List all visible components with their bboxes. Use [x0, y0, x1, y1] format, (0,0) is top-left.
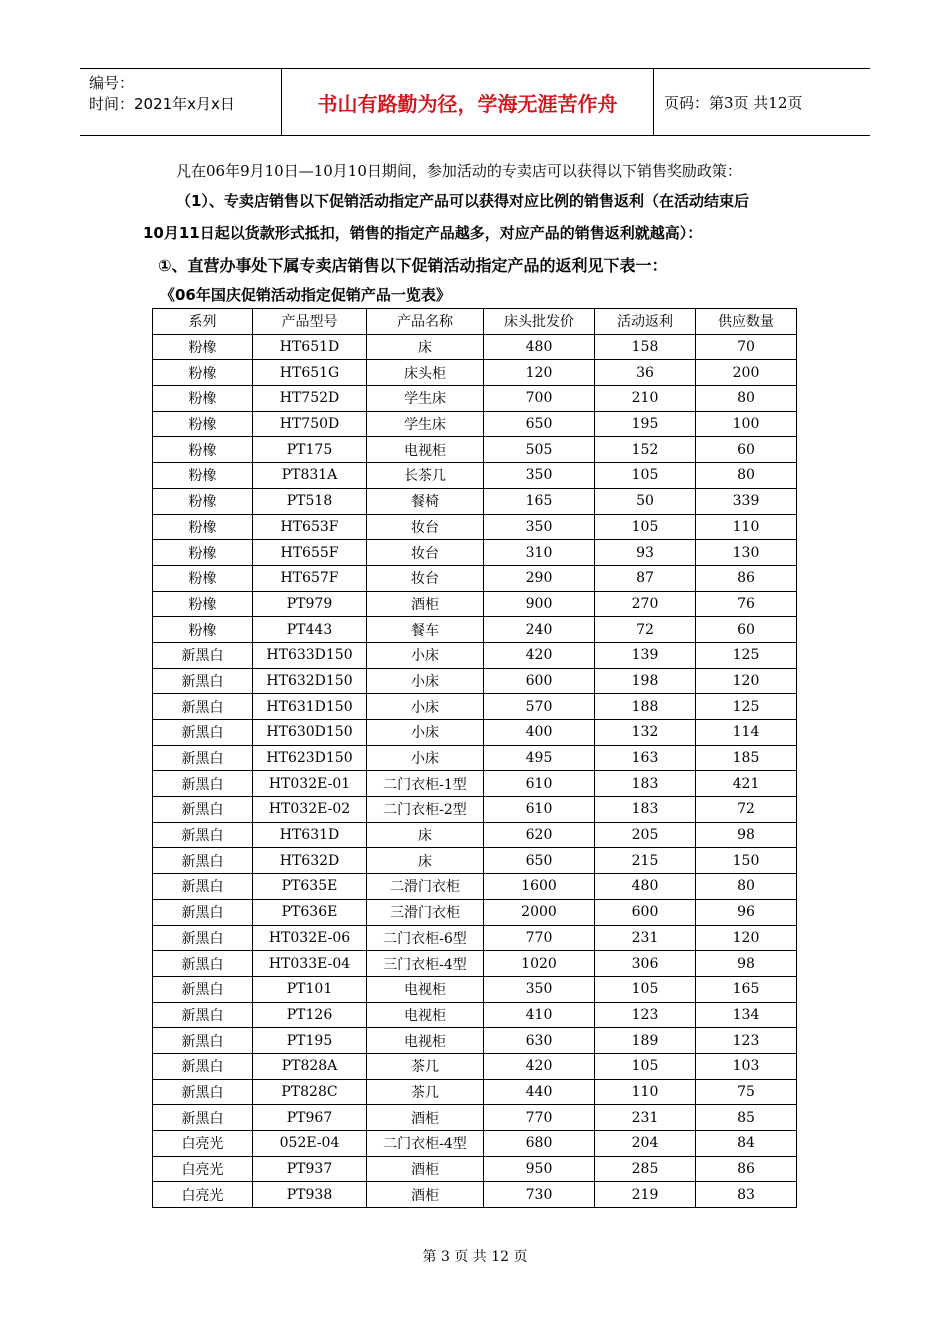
- cell-series: 粉橡: [153, 463, 253, 489]
- cell-wholesale-price: 290: [484, 565, 595, 591]
- cell-supply-quantity: 84: [696, 1131, 797, 1157]
- cell-model: HT657F: [253, 565, 367, 591]
- cell-model: 052E-04: [253, 1131, 367, 1157]
- cell-series: 白亮光: [153, 1182, 253, 1208]
- cell-series: 粉橡: [153, 591, 253, 617]
- cell-rebate: 139: [595, 642, 696, 668]
- cell-series: 粉橡: [153, 565, 253, 591]
- header-series: 系列: [153, 309, 253, 335]
- cell-wholesale-price: 165: [484, 488, 595, 514]
- cell-model: HT032E-01: [253, 771, 367, 797]
- cell-supply-quantity: 130: [696, 540, 797, 566]
- cell-wholesale-price: 1600: [484, 874, 595, 900]
- table-row: [153, 386, 797, 412]
- cell-model: PT101: [253, 976, 367, 1002]
- cell-model: PT518: [253, 488, 367, 514]
- cell-series: 新黑白: [153, 1105, 253, 1131]
- cell-series: 新黑白: [153, 976, 253, 1002]
- cell-model: PT828A: [253, 1053, 367, 1079]
- page-header: [80, 68, 870, 136]
- cell-wholesale-price: 350: [484, 463, 595, 489]
- cell-product-name: 二门衣柜-1型: [367, 771, 484, 797]
- cell-product-name: 酒柜: [367, 591, 484, 617]
- cell-rebate: 188: [595, 694, 696, 720]
- header-meta: [80, 69, 281, 135]
- cell-wholesale-price: 600: [484, 668, 595, 694]
- cell-supply-quantity: 150: [696, 848, 797, 874]
- cell-rebate: 93: [595, 540, 696, 566]
- cell-rebate: 87: [595, 565, 696, 591]
- cell-supply-quantity: 80: [696, 386, 797, 412]
- cell-supply-quantity: 60: [696, 617, 797, 643]
- table-header-row: [153, 309, 797, 335]
- table-row: [153, 1053, 797, 1079]
- cell-supply-quantity: 70: [696, 334, 797, 360]
- cell-series: 粉橡: [153, 514, 253, 540]
- cell-product-name: 茶几: [367, 1053, 484, 1079]
- cell-product-name: 电视柜: [367, 1028, 484, 1054]
- intro-line-2: （1）、专卖店销售以下促销活动指定产品可以获得对应比例的销售返利（在活动结束后: [176, 192, 749, 210]
- cell-rebate: 123: [595, 1002, 696, 1028]
- cell-product-name: 小床: [367, 694, 484, 720]
- table-title: 《06年国庆促销活动指定促销产品一览表》: [160, 286, 451, 304]
- cell-rebate: 183: [595, 771, 696, 797]
- cell-rebate: 105: [595, 976, 696, 1002]
- table-row: [153, 1105, 797, 1131]
- table-row: [153, 1131, 797, 1157]
- cell-product-name: 茶几: [367, 1079, 484, 1105]
- cell-supply-quantity: 98: [696, 822, 797, 848]
- cell-wholesale-price: 2000: [484, 899, 595, 925]
- cell-series: 新黑白: [153, 1079, 253, 1105]
- cell-model: PT175: [253, 437, 367, 463]
- table-row: [153, 874, 797, 900]
- header-model: 产品型号: [253, 309, 367, 335]
- cell-supply-quantity: 72: [696, 797, 797, 823]
- header-page-label: 页码：第3页 共12页: [664, 93, 803, 112]
- cell-supply-quantity: 110: [696, 514, 797, 540]
- cell-wholesale-price: 480: [484, 334, 595, 360]
- cell-series: 新黑白: [153, 694, 253, 720]
- cell-wholesale-price: 650: [484, 848, 595, 874]
- table-row: [153, 360, 797, 386]
- cell-supply-quantity: 86: [696, 565, 797, 591]
- cell-model: PT126: [253, 1002, 367, 1028]
- table-body: [153, 334, 797, 1207]
- cell-model: HT752D: [253, 386, 367, 412]
- cell-product-name: 二滑门衣柜: [367, 874, 484, 900]
- cell-rebate: 480: [595, 874, 696, 900]
- table-row: [153, 668, 797, 694]
- cell-supply-quantity: 96: [696, 899, 797, 925]
- cell-rebate: 163: [595, 745, 696, 771]
- table-row: [153, 540, 797, 566]
- cell-model: PT938: [253, 1182, 367, 1208]
- cell-rebate: 36: [595, 360, 696, 386]
- cell-series: 粉橡: [153, 540, 253, 566]
- cell-rebate: 105: [595, 463, 696, 489]
- cell-product-name: 床头柜: [367, 360, 484, 386]
- cell-supply-quantity: 185: [696, 745, 797, 771]
- cell-supply-quantity: 80: [696, 463, 797, 489]
- cell-model: PT828C: [253, 1079, 367, 1105]
- cell-wholesale-price: 770: [484, 925, 595, 951]
- cell-supply-quantity: 80: [696, 874, 797, 900]
- table-row: [153, 334, 797, 360]
- cell-supply-quantity: 125: [696, 694, 797, 720]
- cell-wholesale-price: 400: [484, 720, 595, 746]
- cell-supply-quantity: 200: [696, 360, 797, 386]
- cell-rebate: 306: [595, 951, 696, 977]
- cell-rebate: 231: [595, 1105, 696, 1131]
- cell-wholesale-price: 770: [484, 1105, 595, 1131]
- cell-series: 新黑白: [153, 1028, 253, 1054]
- cell-wholesale-price: 570: [484, 694, 595, 720]
- table-row: [153, 1156, 797, 1182]
- table-row: [153, 951, 797, 977]
- table-row: [153, 797, 797, 823]
- cell-series: 新黑白: [153, 745, 253, 771]
- cell-rebate: 105: [595, 514, 696, 540]
- cell-product-name: 二门衣柜-4型: [367, 1131, 484, 1157]
- cell-wholesale-price: 700: [484, 386, 595, 412]
- cell-series: 新黑白: [153, 797, 253, 823]
- cell-series: 新黑白: [153, 642, 253, 668]
- cell-rebate: 219: [595, 1182, 696, 1208]
- cell-model: PT979: [253, 591, 367, 617]
- intro-line-4: ①、直营办事处下属专卖店销售以下促销活动指定产品的返利见下表一：: [158, 256, 668, 275]
- table-row: [153, 976, 797, 1002]
- cell-model: PT635E: [253, 874, 367, 900]
- cell-rebate: 195: [595, 411, 696, 437]
- cell-rebate: 285: [595, 1156, 696, 1182]
- header-wholesale-price: 床头批发价: [484, 309, 595, 335]
- cell-rebate: 198: [595, 668, 696, 694]
- table-row: [153, 463, 797, 489]
- cell-product-name: 电视柜: [367, 976, 484, 1002]
- cell-wholesale-price: 650: [484, 411, 595, 437]
- table-row: [153, 1002, 797, 1028]
- cell-supply-quantity: 134: [696, 1002, 797, 1028]
- cell-wholesale-price: 1020: [484, 951, 595, 977]
- cell-supply-quantity: 60: [696, 437, 797, 463]
- cell-supply-quantity: 421: [696, 771, 797, 797]
- cell-product-name: 床: [367, 848, 484, 874]
- table-row: [153, 899, 797, 925]
- cell-rebate: 72: [595, 617, 696, 643]
- table-row: [153, 514, 797, 540]
- cell-model: PT195: [253, 1028, 367, 1054]
- cell-rebate: 105: [595, 1053, 696, 1079]
- cell-series: 白亮光: [153, 1156, 253, 1182]
- cell-product-name: 三滑门衣柜: [367, 899, 484, 925]
- cell-series: 粉橡: [153, 411, 253, 437]
- cell-model: HT630D150: [253, 720, 367, 746]
- table-row: [153, 745, 797, 771]
- cell-product-name: 妆台: [367, 565, 484, 591]
- cell-wholesale-price: 420: [484, 642, 595, 668]
- cell-supply-quantity: 83: [696, 1182, 797, 1208]
- cell-model: HT632D150: [253, 668, 367, 694]
- cell-product-name: 二门衣柜-2型: [367, 797, 484, 823]
- cell-series: 新黑白: [153, 1002, 253, 1028]
- cell-product-name: 小床: [367, 642, 484, 668]
- cell-product-name: 酒柜: [367, 1105, 484, 1131]
- cell-series: 新黑白: [153, 899, 253, 925]
- cell-series: 新黑白: [153, 668, 253, 694]
- table-row: [153, 591, 797, 617]
- cell-product-name: 电视柜: [367, 437, 484, 463]
- cell-product-name: 酒柜: [367, 1182, 484, 1208]
- cell-product-name: 二门衣柜-6型: [367, 925, 484, 951]
- cell-rebate: 231: [595, 925, 696, 951]
- cell-wholesale-price: 610: [484, 771, 595, 797]
- cell-series: 粉橡: [153, 437, 253, 463]
- cell-series: 新黑白: [153, 874, 253, 900]
- cell-wholesale-price: 350: [484, 514, 595, 540]
- intro-line-3: 10月11日起以货款形式抵扣，销售的指定产品越多，对应产品的销售返利就越高）：: [143, 224, 703, 242]
- table-row: [153, 1182, 797, 1208]
- cell-rebate: 110: [595, 1079, 696, 1105]
- cell-product-name: 三门衣柜-4型: [367, 951, 484, 977]
- cell-wholesale-price: 495: [484, 745, 595, 771]
- cell-product-name: 小床: [367, 745, 484, 771]
- cell-wholesale-price: 730: [484, 1182, 595, 1208]
- table-row: [153, 642, 797, 668]
- table-row: [153, 437, 797, 463]
- cell-product-name: 床: [367, 334, 484, 360]
- cell-model: HT651G: [253, 360, 367, 386]
- cell-supply-quantity: 120: [696, 668, 797, 694]
- header-supply-quantity: 供应数量: [696, 309, 797, 335]
- cell-model: HT623D150: [253, 745, 367, 771]
- cell-supply-quantity: 165: [696, 976, 797, 1002]
- cell-series: 粉橡: [153, 488, 253, 514]
- cell-product-name: 妆台: [367, 514, 484, 540]
- header-motto: 书山有路勤为径，学海无涯苦作舟: [281, 69, 654, 135]
- cell-series: 粉橡: [153, 360, 253, 386]
- table-row: [153, 822, 797, 848]
- table-row: [153, 488, 797, 514]
- cell-supply-quantity: 86: [696, 1156, 797, 1182]
- cell-wholesale-price: 310: [484, 540, 595, 566]
- cell-wholesale-price: 610: [484, 797, 595, 823]
- cell-supply-quantity: 125: [696, 642, 797, 668]
- table-row: [153, 720, 797, 746]
- cell-series: 粉橡: [153, 386, 253, 412]
- page-footer: 第 3 页 共 12 页: [422, 1249, 528, 1265]
- cell-wholesale-price: 240: [484, 617, 595, 643]
- cell-wholesale-price: 420: [484, 1053, 595, 1079]
- table-row: [153, 617, 797, 643]
- table-row: [153, 694, 797, 720]
- cell-series: 新黑白: [153, 951, 253, 977]
- cell-supply-quantity: 85: [696, 1105, 797, 1131]
- table-row: [153, 1079, 797, 1105]
- cell-wholesale-price: 620: [484, 822, 595, 848]
- table-row: [153, 771, 797, 797]
- cell-rebate: 189: [595, 1028, 696, 1054]
- cell-product-name: 床: [367, 822, 484, 848]
- cell-model: HT032E-02: [253, 797, 367, 823]
- cell-model: HT651D: [253, 334, 367, 360]
- cell-supply-quantity: 103: [696, 1053, 797, 1079]
- cell-product-name: 学生床: [367, 411, 484, 437]
- cell-wholesale-price: 630: [484, 1028, 595, 1054]
- cell-model: HT632D: [253, 848, 367, 874]
- number-label: 编号：: [89, 74, 135, 92]
- table-row: [153, 565, 797, 591]
- table-row: [153, 1028, 797, 1054]
- cell-product-name: 电视柜: [367, 1002, 484, 1028]
- cell-rebate: 204: [595, 1131, 696, 1157]
- table-row: [153, 848, 797, 874]
- header-product-name: 产品名称: [367, 309, 484, 335]
- cell-model: HT631D150: [253, 694, 367, 720]
- cell-product-name: 妆台: [367, 540, 484, 566]
- cell-supply-quantity: 120: [696, 925, 797, 951]
- cell-model: PT937: [253, 1156, 367, 1182]
- cell-wholesale-price: 505: [484, 437, 595, 463]
- cell-model: PT636E: [253, 899, 367, 925]
- cell-model: HT633D150: [253, 642, 367, 668]
- cell-series: 白亮光: [153, 1131, 253, 1157]
- cell-product-name: 学生床: [367, 386, 484, 412]
- cell-model: PT967: [253, 1105, 367, 1131]
- cell-model: HT653F: [253, 514, 367, 540]
- cell-wholesale-price: 950: [484, 1156, 595, 1182]
- cell-rebate: 50: [595, 488, 696, 514]
- cell-wholesale-price: 900: [484, 591, 595, 617]
- cell-series: 新黑白: [153, 822, 253, 848]
- cell-supply-quantity: 76: [696, 591, 797, 617]
- cell-series: 粉橡: [153, 334, 253, 360]
- cell-rebate: 210: [595, 386, 696, 412]
- cell-model: HT032E-06: [253, 925, 367, 951]
- table-row: [153, 925, 797, 951]
- cell-rebate: 270: [595, 591, 696, 617]
- table-row: [153, 411, 797, 437]
- cell-rebate: 215: [595, 848, 696, 874]
- cell-product-name: 小床: [367, 668, 484, 694]
- cell-wholesale-price: 120: [484, 360, 595, 386]
- cell-rebate: 132: [595, 720, 696, 746]
- cell-wholesale-price: 440: [484, 1079, 595, 1105]
- cell-model: HT750D: [253, 411, 367, 437]
- cell-series: 新黑白: [153, 771, 253, 797]
- cell-product-name: 酒柜: [367, 1156, 484, 1182]
- cell-supply-quantity: 75: [696, 1079, 797, 1105]
- cell-model: PT443: [253, 617, 367, 643]
- cell-rebate: 205: [595, 822, 696, 848]
- cell-model: HT033E-04: [253, 951, 367, 977]
- cell-product-name: 餐车: [367, 617, 484, 643]
- cell-series: 新黑白: [153, 1053, 253, 1079]
- cell-model: HT655F: [253, 540, 367, 566]
- cell-supply-quantity: 114: [696, 720, 797, 746]
- cell-product-name: 长茶几: [367, 463, 484, 489]
- cell-rebate: 600: [595, 899, 696, 925]
- cell-series: 新黑白: [153, 925, 253, 951]
- cell-wholesale-price: 350: [484, 976, 595, 1002]
- cell-supply-quantity: 123: [696, 1028, 797, 1054]
- cell-series: 新黑白: [153, 720, 253, 746]
- cell-product-name: 小床: [367, 720, 484, 746]
- cell-supply-quantity: 98: [696, 951, 797, 977]
- cell-product-name: 餐椅: [367, 488, 484, 514]
- cell-series: 粉橡: [153, 617, 253, 643]
- cell-model: PT831A: [253, 463, 367, 489]
- cell-rebate: 152: [595, 437, 696, 463]
- cell-supply-quantity: 339: [696, 488, 797, 514]
- cell-wholesale-price: 410: [484, 1002, 595, 1028]
- product-table: [152, 308, 797, 1208]
- cell-rebate: 158: [595, 334, 696, 360]
- time-label: 时间：2021年x月x日: [89, 95, 235, 113]
- cell-model: HT631D: [253, 822, 367, 848]
- intro-line-1: 凡在06年9月10日—10月10日期间，参加活动的专卖店可以获得以下销售奖励政策：: [176, 162, 742, 180]
- cell-wholesale-price: 680: [484, 1131, 595, 1157]
- cell-series: 新黑白: [153, 848, 253, 874]
- cell-supply-quantity: 100: [696, 411, 797, 437]
- cell-rebate: 183: [595, 797, 696, 823]
- header-rebate: 活动返利: [595, 309, 696, 335]
